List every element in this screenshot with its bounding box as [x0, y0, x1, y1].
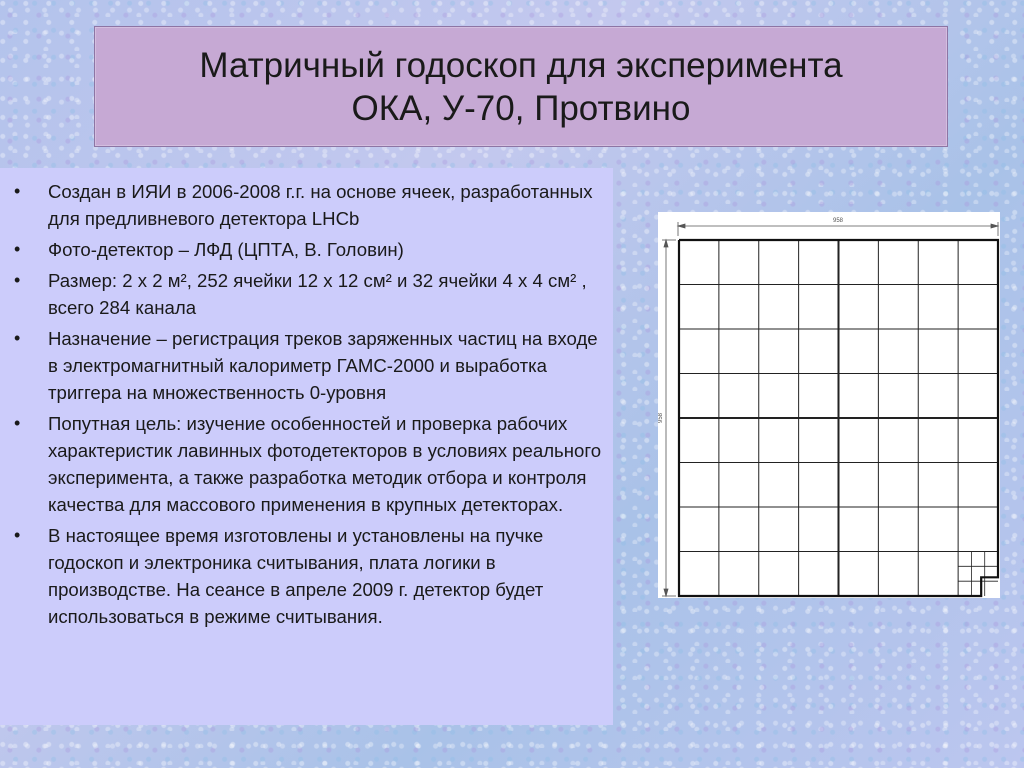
- title-line-2: ОКА, У-70, Протвино: [351, 88, 691, 128]
- bullet-icon: •: [14, 181, 21, 201]
- hodoscope-diagram: [658, 212, 1000, 598]
- bullet-icon: •: [14, 239, 21, 259]
- bullet-text: Фото-детектор – ЛФД (ЦПТА, В. Головин): [48, 239, 404, 260]
- list-item: [0, 410, 613, 518]
- list-item: [0, 522, 613, 630]
- width-dimension: [678, 222, 998, 236]
- bullet-text: Назначение – регистрация треков заряженных частиц на входе в электромагнитный калориметр ГАМС-2000 и выработка триггера на множественность 0-уровня: [48, 328, 598, 403]
- slide-title: [94, 26, 948, 147]
- list-item: [0, 325, 613, 406]
- bullet-text: Попутная цель: изучение особенностей и проверка рабочих характеристик лавинных фотодетекторов в условиях реального эксперимента, а также разработка методик отбора и контроля качества для массового применения в крупных детекторах.: [48, 413, 602, 515]
- hodoscope-grid-drawing: [658, 212, 1000, 598]
- list-item: [0, 178, 613, 232]
- height-label: 958: [658, 412, 664, 424]
- title-line-1: Матричный годоскоп для эксперимента: [199, 45, 843, 85]
- bullet-text: В настоящее время изготовлены и установлены на пучке годоскоп и электроника считывания, плата логики в производстве. На сеансе в апреле 2009 г. детектор будет использоваться в режиме считывания.: [48, 525, 544, 627]
- bullet-icon: •: [14, 270, 21, 290]
- bullet-list-panel: [0, 168, 613, 725]
- cell-grid: [679, 240, 998, 596]
- bullet-icon: •: [14, 413, 21, 433]
- bullet-icon: •: [14, 525, 21, 545]
- bullet-list: [0, 168, 613, 630]
- list-item: [0, 236, 613, 263]
- bullet-icon: •: [14, 328, 21, 348]
- height-dimension: [662, 240, 676, 596]
- width-label: 958: [832, 218, 844, 224]
- list-item: [0, 267, 613, 321]
- bullet-text: Размер: 2 х 2 м², 252 ячейки 12 х 12 см² и 32 ячейки 4 х 4 см² , всего 284 канала: [48, 270, 587, 318]
- bullet-text: Создан в ИЯИ в 2006-2008 г.г. на основе ячеек, разработанных для предливневого детектора LHCb: [48, 181, 593, 229]
